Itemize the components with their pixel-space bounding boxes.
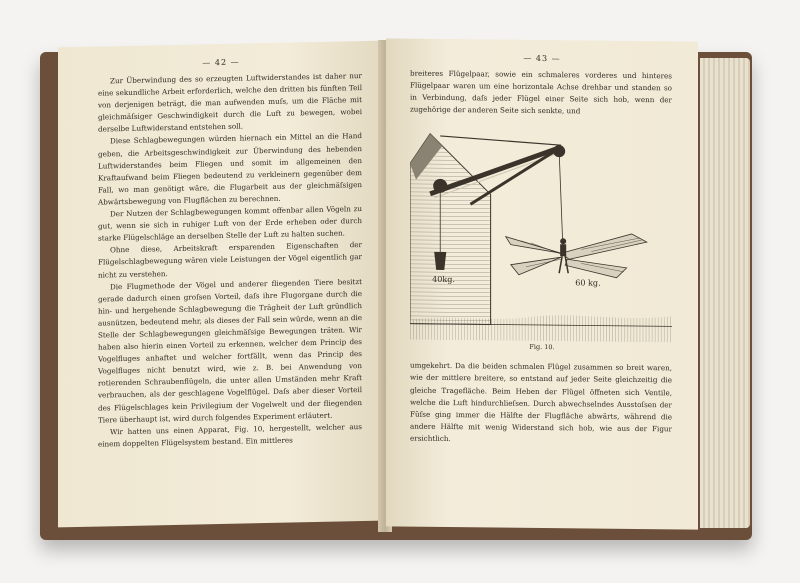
right-page-text-top	[386, 67, 698, 119]
right-page-text-bottom	[386, 360, 698, 448]
paragraph: Diese Schlagbewegungen würden hiernach ein Mittel an die Hand geben, die Arbeitsgeschwindigkeit zur Überwindung des hebenden Luftwiderstandes beim Fliegen und somit im allgemeinen den Kraftaufwand beim Fliegen bedeutend zu verkleinern gegenüber dem Fall, wo man genötigt wäre, die Flugarbeit aus der gleichmäſsigen Abwärtsbewegung von Flugflächen zu berechnen.	[98, 131, 362, 207]
paragraph: Ohne diese, Arbeitskraft ersparenden Eigenschaften der Flügelschlagbewegung wären viele Leistungen der Vögel eigentlich gar nicht zu verstehen.	[98, 240, 362, 280]
left-page	[58, 41, 384, 528]
paragraph: Der Nutzen der Schlagbewegungen kommt offenbar allen Vögeln zu gut, wenn sie sich in ruhiger Luft von der Erde erheben oder durch starke Flügelschläge an derselben Stelle der Luft zu halten suchen.	[98, 204, 362, 243]
weight-label-left: 40kg.	[432, 275, 456, 285]
paragraph: Zur Überwindung des so erzeugten Luftwiderstandes ist daher nur eine sekundliche Arbeit erforderlich, welche den dritten bis fünften Teil von derjenigen beträgt, die man aufwenden muſs, um die Fläche mit gleichmäſsiger Geschwindigkeit durch die Luft zu bewegen, wobei derselbe Luftwiderstand entstehen soll.	[98, 71, 362, 134]
left-page-text	[58, 70, 384, 452]
figure-caption: Fig. 10.	[529, 343, 555, 352]
paragraph: umgekehrt. Da die beiden schmalen Flügel zusammen so breit waren, wie der mittlere breitere, so entstand auf jeder Seite gleichzeitig die gleiche Tragefläche. Beim Heben der Flügel öffneten sich Ventile, welche die Luft hindurchlieſsen. Durch abwechselndes Ausstoſsen der Füſse ging immer die Hälfte der Flugfläche abwärts, während die andere Hälfte mit wenig Widerstand sich hob, wie aus der Figur ersichtlich.	[410, 360, 672, 443]
paragraph: breiteres Flügelpaar, sowie ein schmaleres vorderes und hinteres Flügelpaar waren um eine horizontale Achse drehbar und standen so in Verbindung, daſs jeder Flügel einer Seite sich hob, wenn der zugehörige der anderen Seite sich senkte, und	[410, 68, 672, 116]
right-page-number: — 43 —	[523, 53, 561, 64]
left-page-number: — 42 —	[202, 57, 240, 68]
paragraph: Die Flugmethode der Vögel und anderer fliegenden Tiere besitzt gerade dadurch einen groſsen Vorteil, daſs ihre Flugorgane durch die hin- und hergehende Schlagbewegung die Trägheit der Luft gründlich ausnützen, bedeutend mehr, als dieses der Fall sein würde, wenn an die Stelle der Schlagbewegungen gleichmäſsige Bewegungen träten. Wir haben also hierin einen Vorteil zu erkennen, welcher dem Princip des Vogelfluges anhaftet und welcher fortfällt, wenn das Princip des Vogelfluges nicht benutzt wird, wie z. B. bei Anwendung von rotierenden Schraubenflügeln, die unter allen Umständen mehr Kraft verbrauchen, als der geschlagene Vogelflügel. Daſs aber dieser Vorteil des Flügelschlages kein Privilegium der Vogelwelt und der fliegenden Tiere überhaupt ist, wird durch folgendes Experiment erläutert.	[98, 276, 362, 425]
figure-illustration	[410, 124, 672, 343]
paragraph: Wir hatten uns einen Apparat, Fig. 10, hergestellt, welcher aus einem doppelten Flügelsystem bestand. Ein mittleres	[98, 421, 362, 449]
page-edges	[700, 58, 750, 528]
flying-apparatus-engraving	[410, 124, 672, 343]
weight-label-right: 60 kg.	[575, 278, 601, 288]
right-page	[386, 38, 698, 529]
